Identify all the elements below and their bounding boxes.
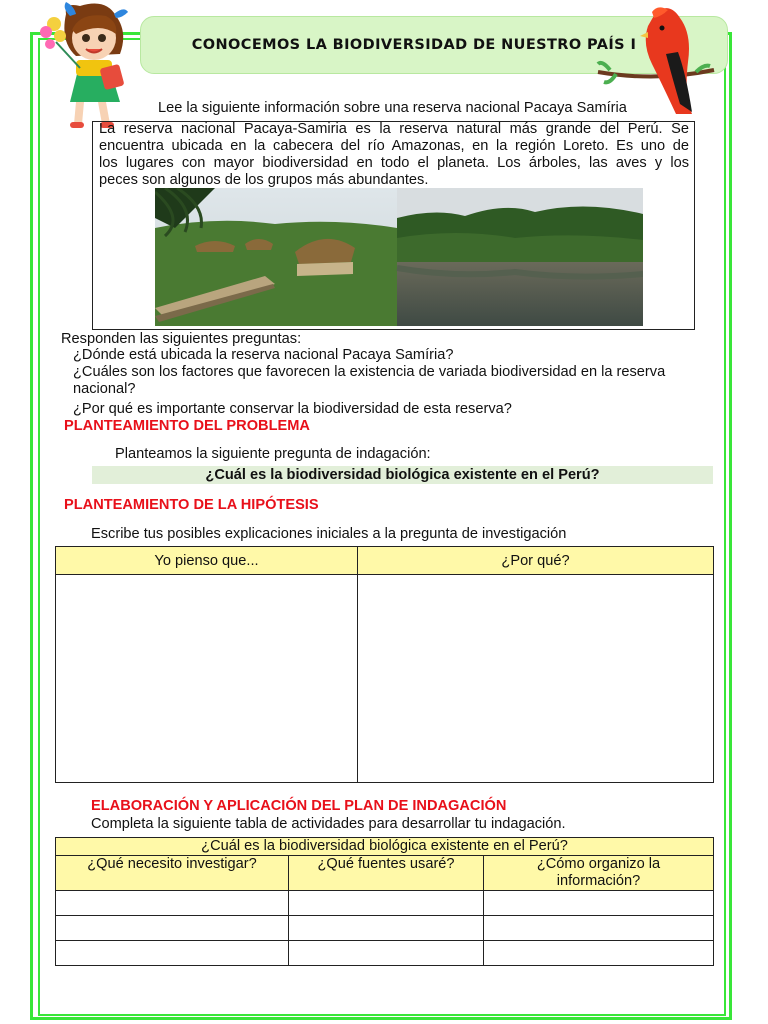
problem-heading: PLANTEAMIENTO DEL PROBLEMA bbox=[64, 418, 310, 434]
info-paragraph bbox=[99, 121, 689, 189]
question-1: ¿Dónde está ubicada la reserva nacional Pacaya Samíria? bbox=[73, 347, 454, 363]
question-2: ¿Cuáles son los factores que favorecen la existencia de variada biodiversidad en la reserva bbox=[73, 364, 666, 380]
plan-col-what: ¿Qué necesito investigar? bbox=[56, 856, 289, 891]
plan-col-organize bbox=[484, 856, 714, 891]
girl-illustration bbox=[36, 2, 146, 130]
page-title: CONOCEMOS LA BIODIVERSIDAD DE NUESTRO PAÍS I bbox=[191, 37, 637, 53]
plan-cell[interactable] bbox=[56, 891, 289, 916]
question-2-cont: nacional? bbox=[73, 381, 136, 397]
intro-text: Lee la siguiente información sobre una reserva nacional Pacaya Samíria bbox=[158, 100, 627, 116]
plan-table bbox=[55, 837, 714, 966]
hypothesis-col-think: Yo pienso que... bbox=[56, 547, 358, 575]
plan-cell[interactable] bbox=[484, 891, 714, 916]
hypothesis-intro: Escribe tus posibles explicaciones iniciales a la pregunta de investigación bbox=[91, 526, 567, 542]
questions-intro: Responden las siguientes preguntas: bbox=[61, 331, 302, 347]
question-3: ¿Por qué es importante conservar la biodiversidad de esta reserva? bbox=[73, 401, 512, 417]
reserve-photo bbox=[155, 188, 643, 326]
info-line: La reserva nacional Pacaya-Samiria es la reserva natural más grande del Perú. Se bbox=[99, 121, 689, 137]
info-line: los lugares con mayor biodiversidad en todo el planeta. Los árboles, las aves y los bbox=[99, 155, 689, 171]
plan-cell[interactable] bbox=[484, 916, 714, 941]
problem-intro: Planteamos la siguiente pregunta de indagación: bbox=[115, 446, 431, 462]
info-line: peces son algunos de los grupos más abundantes. bbox=[99, 172, 429, 188]
hypothesis-col-why: ¿Por qué? bbox=[358, 547, 714, 575]
research-question: ¿Cuál es la biodiversidad biológica existente en el Perú? bbox=[92, 466, 713, 484]
plan-col-organize-line2: información? bbox=[556, 873, 641, 889]
plan-cell[interactable] bbox=[289, 916, 484, 941]
plan-table-header: ¿Cuál es la biodiversidad biológica existente en el Perú? bbox=[56, 838, 714, 856]
plan-heading: ELABORACIÓN Y APLICACIÓN DEL PLAN DE INDAGACIÓN bbox=[91, 798, 507, 814]
plan-cell[interactable] bbox=[289, 941, 484, 966]
plan-cell[interactable] bbox=[56, 941, 289, 966]
plan-col-organize-line1: ¿Cómo organizo la bbox=[536, 856, 661, 872]
plan-cell[interactable] bbox=[484, 941, 714, 966]
plan-cell[interactable] bbox=[56, 916, 289, 941]
hypothesis-reason-cell[interactable] bbox=[358, 575, 714, 783]
info-line: encuentra ubicada en la cabecera del río Amazonas, en la región Loreto. Es uno de bbox=[99, 138, 689, 154]
hypothesis-answer-cell[interactable] bbox=[56, 575, 358, 783]
hypothesis-heading: PLANTEAMIENTO DE LA HIPÓTESIS bbox=[64, 497, 319, 513]
plan-intro: Completa la siguiente tabla de actividades para desarrollar tu indagación. bbox=[91, 816, 566, 832]
plan-col-sources: ¿Qué fuentes usaré? bbox=[289, 856, 484, 891]
hypothesis-table bbox=[55, 546, 714, 783]
plan-cell[interactable] bbox=[289, 891, 484, 916]
